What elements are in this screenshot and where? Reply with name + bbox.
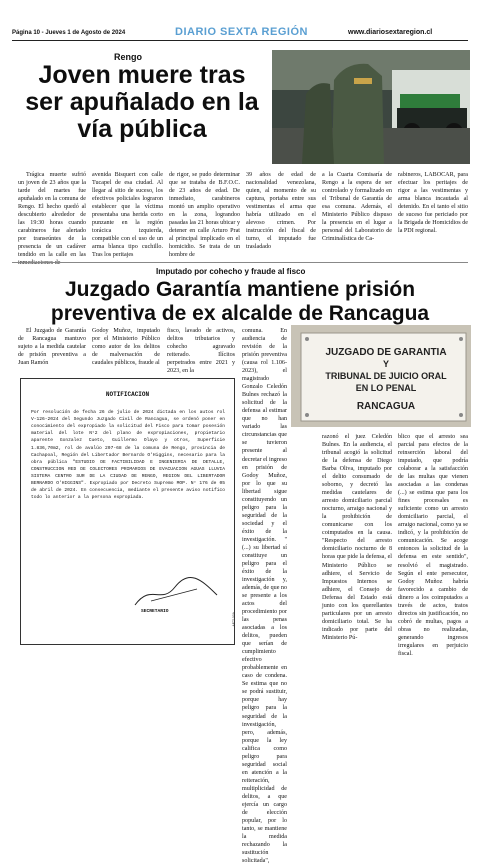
notice-title: NOTIFICACION — [105, 391, 150, 398]
sign-line-5: RANCAGUA — [356, 401, 416, 412]
sign-line-1: JUZGADO DE GARANTIA — [325, 347, 447, 358]
article1-photo — [272, 50, 470, 164]
legal-notice-box — [20, 378, 235, 645]
page-date: Página 10 - Jueves 1 de Agosto de 2024 — [12, 30, 126, 36]
notice-signature-label: SECRETARIO — [141, 609, 169, 614]
article2-column-5: razonó el juez Celedón Bulnes. En la audiencia, el tribunal acogió la solicitud de la defensa de Diego Barba Oliva, imputado por el delito consumado de soborno, y decretó las medidas cautelares de arresto domiciliario parcial nocturno, arraigo nacional y la prohibición de comunicarse con los coimputados en la causa. "Respecto del arresto domiciliario nocturno de 8 horas que pide la defensa, el Ministerio Público se adhiere, el Servicio de Impuestos Internos se adhiere, el Consejo de Defensa del Estado está junto con los querellantes particulares por un arresto domiciliario total. Se ha indicado por parte del Ministerio Pú- — [322, 434, 392, 641]
article1-kicker: Rengo — [114, 52, 142, 62]
sign-line-4: EN LO PENAL — [355, 383, 417, 393]
article1-column-5: a la Cuarta Comisaría de Rengo a la espera de ser controlado y formalizado en el Tribunal de Garantía de esa comuna. Además, el Ministerio Público dispuso la presencia en el lugar a personal del Laboratorio de Criminalística de Ca- — [322, 172, 392, 243]
article1-column-6: rabineros, LABOCAR, para efectuar los peritajes de rigor a las vestimentas y arma blanca incautada al detenido. En el tanto el sitio de suceso fue periciado por la Brigada de Homicidios de la PDI regional. — [398, 172, 468, 235]
newspaper-title: DIARIO SEXTA REGIÓN — [175, 26, 308, 38]
article1-headline: Joven muere tras ser apuñalado en la vía pública — [25, 61, 259, 143]
article1-column-1: Trágica muerte sufrió un joven de 23 años que la tarde del martes fue apuñalado en la comuna de Rengo. El hecho quedó al descubierto alrededor de las 19:30 horas cuando carabineros fue alertado por transeúntes de la presencia de un cadáver tendido en la calle en las inmediaciones de — [18, 172, 86, 267]
website-link[interactable]: www.diariosextaregion.cl — [348, 29, 433, 36]
page-header — [0, 0, 480, 44]
notice-body: Por resolución de fecha 26 de julio de 2024 dictada en los autos rol V-126-2024 del Segundo Juzgado Civil de Rancagua, se ordenó poner en conocimiento del expropiado la solicitud del Fisco para tomar posesión material del lote N°2 del plano de expropiaciones, propietario aparente Gonzalez Cueto, Guillermo Olayo y otros, Superficie 1.836,70m2, rol de avalúo 207-68 de la comuna de Rengo, provincia de Cachapoal, Región del Libertador Bernardo O'Higgins, necesario para la obra pública "ESTUDIO DE FACTIBILIDAD E INGENIERIA DE DETALLE, CONSTRUCCION RED DE COLECTORES PRIMARIOS DE EVACUACION AGUAS LLUVIA SISTEMA CENTRO SUR DE LA CIUDAD DE RENGO, REGION DEL LIBERTADOR BERNARDO O'HIGGINS". Expropiado por Decreto Supremo MOP. N° 176 de 05 de abril de 2024. En consecuencia, mediante el presente aviso notifico todo lo anterior a la persona expropiada. — [31, 410, 225, 501]
court-sign-photo — [291, 325, 471, 427]
notice-code: AF7100A — [232, 612, 236, 627]
signature-scribble — [131, 575, 221, 611]
article2-column-2: Godoy Muñoz, imputado por el Ministerio Público como autor de los delitos de malversación de caudales públicos, fraude al — [92, 328, 160, 367]
article2-column-1: El Juzgado de Garantía de Rancagua mantuvo sujeto a la medida cautelar de prisión preventiva a Juan Ramón — [18, 328, 86, 367]
section-divider — [12, 262, 468, 263]
sign-line-2: Y — [382, 359, 390, 369]
article1-column-4: 39 años de edad de nacionalidad venezolana, quien, al momento de su captura, portaba entre sus vestimentas el arma que habría utilizado en el alevoso crimen. Por instrucción del fiscal de turno, el imputado fue trasladado — [246, 172, 316, 251]
header-rule — [12, 40, 468, 41]
article1-column-3: de rigor, se pudo determinar que se trataba de B.F.O.C. de 23 años de edad. De inmediato, carabineros montó un amplio operativo en la zona, lograndoo pasadas las 21 horas ubicar y detener en calle Arturo Prat al principal implicado en el homicidio. Se trata de un hombre de — [169, 172, 240, 259]
article2-column-6: blico que el arresto sea parcial para efectos de la reinserción laboral del imputado, que podría colaborar a la satisfacción de las multas que vienen asociadas a las condenas (...) se estima que para los fines procesales es suficiente como un arresto domiciliario parcial, el arraigo nacional, como ya se indicó, y la prohibición de comunicación. Se acoge entonces la solicitud de la defensa en este sentido", resolvió el magistrado. Según el ente persecutor, Godoy Muñoz habría favorecido a cambio de dinero a los coimputados a través de actos, tratos directos sin justificación, no cobró de multas, pagos a obras no realizadas, generando ingresos irregulares en perjuicio fiscal. — [398, 434, 468, 657]
article2-headline: Juzgado Garantía mantiene prisión preventiva de ex alcalde de Rancagua — [50, 278, 430, 325]
sign-line-3: TRIBUNAL DE JUICIO ORAL — [325, 371, 447, 381]
article1-column-2: avenida Bisquert con calle Tucapel de esa ciudad. Al llegar al sitio de suceso, los efectivos policiales lograron establecer que la víctima presentaba una herida corto punzante en la región torácica izquierda, compatible con el uso de un arma blanca tipo cuchillo. Tras los peritajes — [92, 172, 163, 259]
article2-column-4: comuna. En audiencia de revisión de la prisión preventiva (causa rol 1.106-2023), el magistrado Gonzalo Celedón Bulnes rechazó la solicitud de la defensa al estimar que no han variado las circunstancias que se tuvieron presente al decretar el ingreso en prisión de Godoy Muñoz, por lo que su libertad sigue constituyendo un peligro para la seguridad de la sociedad y el éxito de la investigación. "(...) su libertad sí constituye un peligro para el éxito de la investigación y, además, de que no se presente a los actos del procedimiento por las penas asociadas a los delitos, pueden que serían de cumplimiento efectivo probablemente en caso de condena. Se estima que no se podrá sustituir, porque hay peligro para la seguridad de la investigación, pero, además, porque la ley califica como peligro para seguridad social en atención a la reiteración, multiplicidad de delitos, a que ejercía un cargo de elección popular, por lo tanto, se mantiene la medida rechazando la sustitución solicitada", — [242, 328, 288, 865]
article2-kicker: Imputado por cohecho y fraude al fisco — [156, 267, 306, 276]
article2-column-3: fisco, lavado de activos, delitos tributarios y cohecho agravado reiterado. Ilícitos perpetrados entre 2021 y 2023, en la — [167, 328, 235, 375]
